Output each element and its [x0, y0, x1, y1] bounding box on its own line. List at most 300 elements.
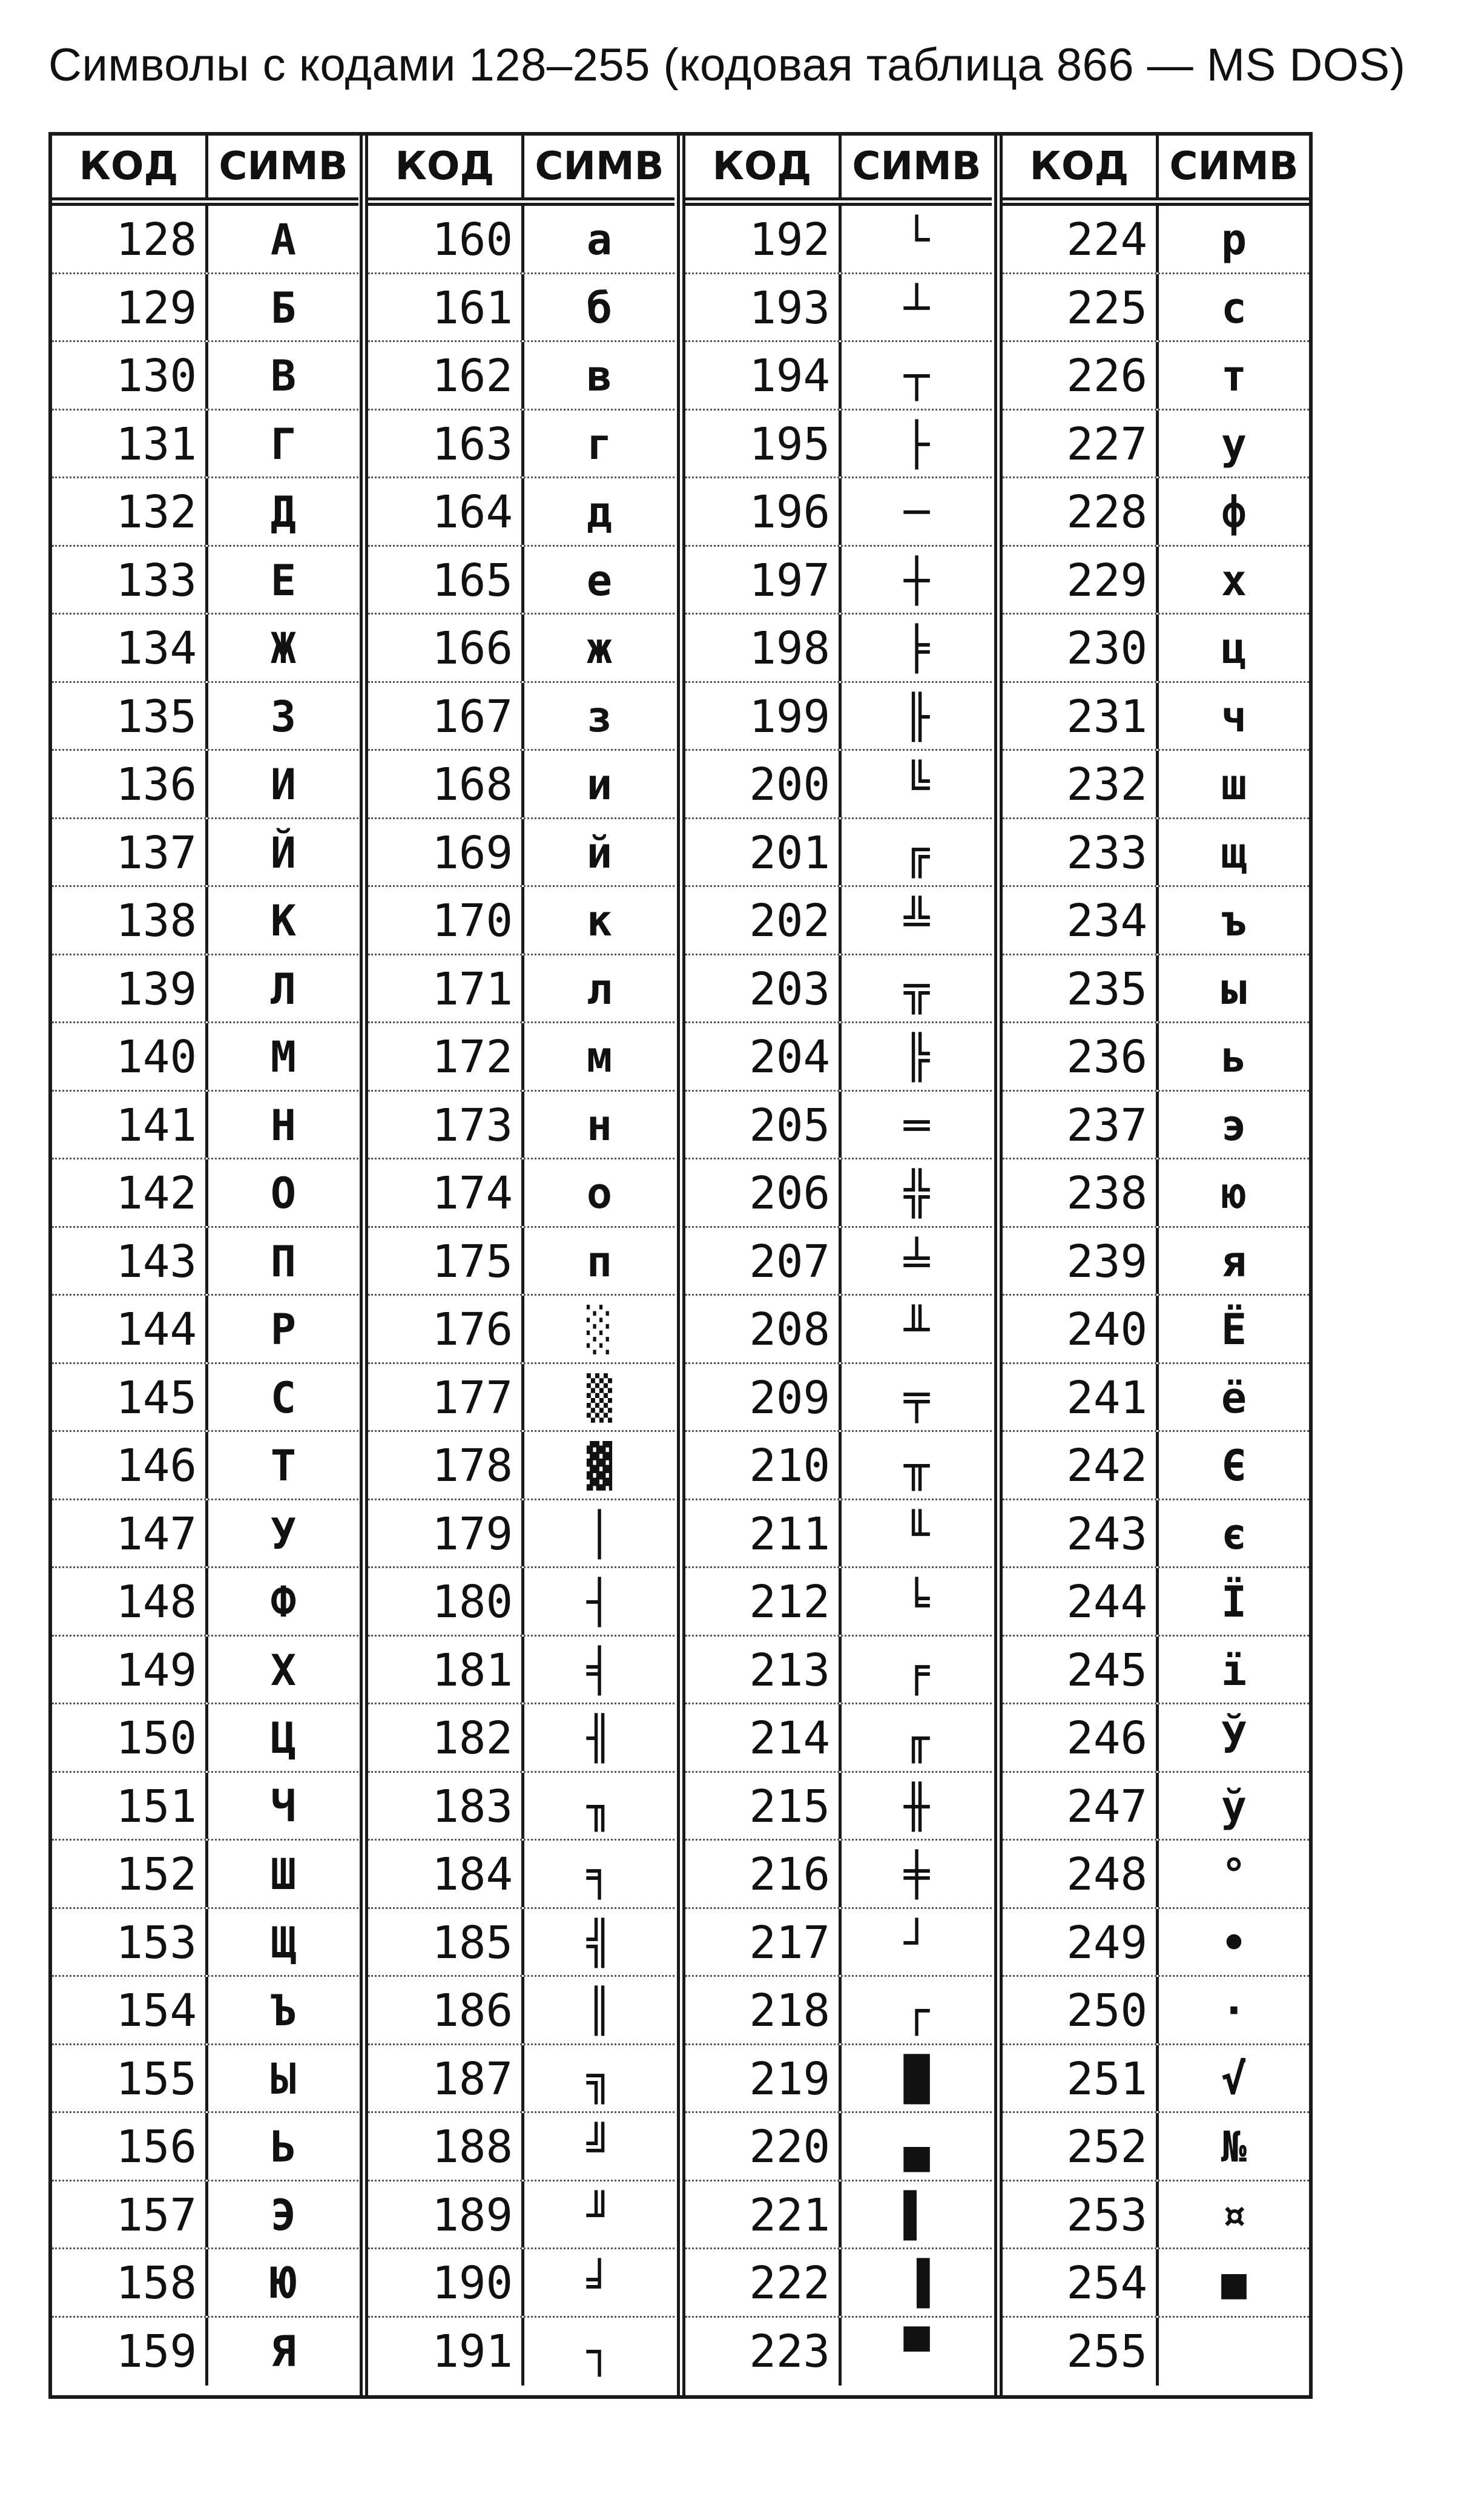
table-row: [52, 1159, 358, 1228]
symbol-value: С: [270, 1373, 297, 1423]
symbol-value: ╠: [903, 1032, 930, 1082]
symbol-value: ш: [1221, 760, 1247, 810]
code-value: 237: [1003, 1092, 1159, 1158]
header-symbol: СИМВ: [1169, 144, 1299, 189]
symbol-value: р: [1221, 215, 1247, 265]
code-value: 151: [52, 1773, 208, 1839]
table-row: [685, 2318, 992, 2386]
code-value: 220: [685, 2113, 842, 2180]
code-value: 136: [52, 751, 208, 817]
table-row: [685, 2249, 992, 2318]
table-row: [685, 955, 992, 1024]
table-row: [52, 1704, 358, 1773]
table-row: [1003, 1977, 1309, 2045]
symbol-value: И: [270, 760, 297, 810]
symbol-value: ╦: [903, 964, 930, 1014]
symbol-value: │: [586, 1509, 613, 1559]
code-value: 245: [1003, 1637, 1159, 1703]
table-row: [368, 2181, 674, 2250]
code-value: 176: [368, 1296, 524, 1362]
code-value: 194: [685, 342, 842, 409]
table-row: [368, 1568, 674, 1637]
code-value: 244: [1003, 1568, 1159, 1635]
code-value: 197: [685, 547, 842, 613]
symbol-value: г: [586, 419, 613, 469]
table-row: [368, 1023, 674, 1092]
header-symbol: СИМВ: [219, 144, 348, 189]
code-value: 208: [685, 1296, 842, 1362]
symbol-value: П: [270, 1236, 297, 1287]
table-row: [368, 1637, 674, 1705]
code-value: 146: [52, 1432, 208, 1499]
code-value: 251: [1003, 2045, 1159, 2112]
symbol-value: к: [586, 896, 613, 946]
header-code: КОД: [368, 136, 524, 197]
table-row: [685, 1500, 992, 1569]
table-row: [685, 615, 992, 683]
code-value: 193: [685, 274, 842, 341]
code-value: 188: [368, 2113, 524, 2180]
table-row: [52, 955, 358, 1024]
table-row: [1003, 2249, 1309, 2318]
code-value: 236: [1003, 1023, 1159, 1090]
table-row: [368, 683, 674, 751]
table-row: [1003, 478, 1309, 547]
symbol-value: ┴: [903, 283, 930, 333]
table-row: [1003, 683, 1309, 751]
code-value: 216: [685, 1841, 842, 1907]
code-value: 191: [368, 2318, 524, 2386]
symbol-value: и: [586, 760, 613, 810]
code-value: 202: [685, 887, 842, 954]
table-row: [1003, 1637, 1309, 1705]
header-code: КОД: [685, 136, 842, 197]
code-value: 203: [685, 955, 842, 1022]
code-value: 153: [52, 1909, 208, 1976]
symbol-value: √: [1221, 2054, 1247, 2104]
table-row: [52, 819, 358, 888]
code-table: [48, 132, 1313, 2399]
code-value: 181: [368, 1637, 524, 1703]
symbol-value: є: [1221, 1509, 1247, 1559]
table-row: [685, 1092, 992, 1160]
code-value: 175: [368, 1228, 524, 1294]
table-header-row: [685, 136, 992, 206]
code-value: 141: [52, 1092, 208, 1158]
table-row: [368, 206, 674, 274]
symbol-value: ╢: [586, 1713, 613, 1763]
code-value: 152: [52, 1841, 208, 1907]
code-value: 159: [52, 2318, 208, 2386]
table-row: [1003, 547, 1309, 615]
code-value: 167: [368, 683, 524, 750]
symbol-value: л: [586, 964, 613, 1014]
code-value: 221: [685, 2181, 842, 2248]
code-value: 212: [685, 1568, 842, 1635]
table-row: [1003, 1092, 1309, 1160]
table-row: [52, 1909, 358, 1977]
table-row: [1003, 1704, 1309, 1773]
code-value: 183: [368, 1773, 524, 1839]
table-row: [368, 1704, 674, 1773]
code-value: 147: [52, 1500, 208, 1567]
code-value: 130: [52, 342, 208, 409]
symbol-value: ╕: [586, 1850, 613, 1899]
code-value: 240: [1003, 1296, 1159, 1362]
table-row: [1003, 751, 1309, 819]
code-value: 243: [1003, 1500, 1159, 1567]
symbol-value: Б: [270, 283, 297, 333]
table-row: [368, 2113, 674, 2181]
code-value: 171: [368, 955, 524, 1022]
code-value: 226: [1003, 342, 1159, 409]
table-row: [52, 206, 358, 274]
code-value: 128: [52, 206, 208, 272]
table-row: [1003, 206, 1309, 274]
symbol-value: М: [270, 1032, 297, 1082]
symbol-value: ├: [903, 419, 930, 469]
symbol-value: ╜: [586, 2190, 613, 2240]
symbol-value: О: [270, 1169, 297, 1218]
table-row: [685, 1637, 992, 1705]
table-row: [1003, 1841, 1309, 1909]
symbol-value: ┬: [903, 351, 930, 401]
symbol-value: ·: [1221, 1986, 1247, 2036]
table-row: [1003, 1432, 1309, 1500]
symbol-value: ─: [903, 487, 930, 537]
symbol-value: У: [270, 1509, 297, 1559]
symbol-value: Щ: [270, 1917, 297, 1968]
symbol-value: ь: [1221, 1032, 1247, 1082]
table-row: [52, 547, 358, 615]
table-row: [685, 1841, 992, 1909]
code-value: 213: [685, 1637, 842, 1703]
symbol-value: Ю: [270, 2258, 297, 2308]
table-row: [368, 547, 674, 615]
code-value: 148: [52, 1568, 208, 1635]
code-value: 163: [368, 411, 524, 477]
symbol-value: с: [1221, 283, 1247, 333]
symbol-value: ▌: [903, 2190, 930, 2240]
symbol-value: в: [586, 351, 613, 401]
table-row: [368, 411, 674, 479]
symbol-value: ╡: [586, 1645, 613, 1695]
code-value: 214: [685, 1704, 842, 1771]
symbol-value: ■: [1221, 2258, 1247, 2308]
symbol-value: ю: [1221, 1169, 1247, 1218]
header-symbol: СИМВ: [535, 144, 664, 189]
code-value: 255: [1003, 2318, 1159, 2386]
code-value: 173: [368, 1092, 524, 1158]
code-value: 223: [685, 2318, 842, 2386]
table-row: [52, 1977, 358, 2045]
code-value: 166: [368, 615, 524, 681]
symbol-value: н: [586, 1100, 613, 1150]
code-value: 200: [685, 751, 842, 817]
table-header-row: [1003, 136, 1309, 206]
code-value: 178: [368, 1432, 524, 1499]
code-value: 129: [52, 274, 208, 341]
table-row: [1003, 274, 1309, 343]
table-row: [1003, 1296, 1309, 1364]
table-row: [52, 887, 358, 955]
table-row: [368, 1977, 674, 2045]
code-value: 182: [368, 1704, 524, 1771]
code-value: 241: [1003, 1364, 1159, 1431]
table-row: [52, 1773, 358, 1841]
code-value: 239: [1003, 1228, 1159, 1294]
symbol-value: ц: [1221, 624, 1247, 673]
code-value: 165: [368, 547, 524, 613]
table-row: [52, 1568, 358, 1637]
table-row: [368, 2318, 674, 2386]
code-value: 131: [52, 411, 208, 477]
code-value: 172: [368, 1023, 524, 1090]
symbol-value: ╗: [586, 2054, 613, 2104]
table-row: [685, 1364, 992, 1433]
symbol-value: Л: [270, 964, 297, 1014]
code-value: 144: [52, 1296, 208, 1362]
symbol-value: ¤: [1221, 2190, 1247, 2240]
symbol-value: Я: [270, 2326, 297, 2376]
symbol-value: ╣: [586, 1917, 613, 1968]
symbol-value: ╪: [903, 1850, 930, 1899]
table-row: [52, 1296, 358, 1364]
table-row: [368, 478, 674, 547]
code-value: 155: [52, 2045, 208, 2112]
code-value: 233: [1003, 819, 1159, 886]
table-column-group: [52, 136, 358, 2395]
symbol-value: х: [1221, 555, 1247, 605]
table-row: [685, 1296, 992, 1364]
header-code: КОД: [1003, 136, 1159, 197]
code-value: 210: [685, 1432, 842, 1499]
table-row: [368, 955, 674, 1024]
code-value: 228: [1003, 478, 1159, 545]
table-column-group: [994, 136, 1309, 2395]
symbol-value: т: [1221, 351, 1247, 401]
table-row: [1003, 2181, 1309, 2250]
symbol-value: б: [586, 283, 613, 333]
table-row: [685, 683, 992, 751]
code-value: 162: [368, 342, 524, 409]
code-value: 174: [368, 1159, 524, 1226]
symbol-value: ф: [1221, 487, 1247, 537]
code-value: 253: [1003, 2181, 1159, 2248]
code-value: 204: [685, 1023, 842, 1090]
symbol-value: ╒: [903, 1645, 930, 1695]
code-value: 134: [52, 615, 208, 681]
table-row: [52, 274, 358, 343]
table-row: [685, 478, 992, 547]
symbol-value: ж: [586, 624, 613, 673]
table-row: [368, 1500, 674, 1569]
table-row: [685, 819, 992, 888]
code-value: 227: [1003, 411, 1159, 477]
code-value: 207: [685, 1228, 842, 1294]
table-row: [52, 1228, 358, 1296]
table-row: [368, 819, 674, 888]
symbol-value: ё: [1221, 1373, 1247, 1423]
code-value: 248: [1003, 1841, 1159, 1907]
table-row: [685, 342, 992, 411]
table-row: [368, 1228, 674, 1296]
symbol-value: └: [903, 215, 930, 265]
table-row: [685, 1773, 992, 1841]
symbol-value: ╩: [903, 896, 930, 946]
symbol-value: Т: [270, 1441, 297, 1491]
symbol-value: м: [586, 1032, 613, 1082]
code-value: 254: [1003, 2249, 1159, 2316]
table-row: [685, 274, 992, 343]
table-row: [1003, 1023, 1309, 1092]
symbol-value: ▀: [903, 2326, 930, 2376]
symbol-value: Н: [270, 1100, 297, 1150]
table-row: [368, 751, 674, 819]
table-row: [1003, 887, 1309, 955]
symbol-value: ╓: [903, 1713, 930, 1763]
symbol-value: ╚: [903, 760, 930, 810]
code-value: 217: [685, 1909, 842, 1976]
code-value: 247: [1003, 1773, 1159, 1839]
table-row: [52, 2045, 358, 2114]
table-row: [1003, 2045, 1309, 2114]
symbol-value: Ў: [1221, 1713, 1247, 1763]
table-row: [685, 411, 992, 479]
table-row: [1003, 1568, 1309, 1637]
symbol-value: Д: [270, 487, 297, 537]
table-row: [685, 2113, 992, 2181]
table-row: [52, 683, 358, 751]
table-row: [685, 1432, 992, 1500]
table-row: [685, 2045, 992, 2114]
code-value: 250: [1003, 1977, 1159, 2043]
code-value: 145: [52, 1364, 208, 1431]
symbol-value: з: [586, 691, 613, 742]
symbol-value: ┐: [586, 2326, 613, 2376]
code-value: 139: [52, 955, 208, 1022]
table-row: [52, 1364, 358, 1433]
symbol-value: ╘: [903, 1577, 930, 1627]
table-row: [1003, 2113, 1309, 2181]
symbol-value: ┘: [903, 1917, 930, 1968]
table-row: [685, 1023, 992, 1092]
symbol-value: ░: [586, 1305, 613, 1354]
table-row: [368, 2045, 674, 2114]
table-row: [368, 342, 674, 411]
code-value: 156: [52, 2113, 208, 2180]
table-row: [52, 1500, 358, 1569]
table-row: [52, 478, 358, 547]
code-value: 192: [685, 206, 842, 272]
symbol-value: Є: [1221, 1441, 1247, 1491]
table-row: [52, 411, 358, 479]
code-value: 138: [52, 887, 208, 954]
symbol-value: ╙: [903, 1509, 930, 1559]
table-row: [1003, 1228, 1309, 1296]
code-value: 224: [1003, 206, 1159, 272]
code-value: 186: [368, 1977, 524, 2043]
symbol-value: о: [586, 1169, 613, 1218]
code-value: 140: [52, 1023, 208, 1090]
code-value: 225: [1003, 274, 1159, 341]
code-value: 154: [52, 1977, 208, 2043]
code-value: 170: [368, 887, 524, 954]
symbol-value: ╨: [903, 1305, 930, 1354]
table-row: [685, 206, 992, 274]
symbol-value: ▐: [903, 2258, 930, 2308]
symbol-value: Х: [270, 1645, 297, 1695]
symbol-value: ┌: [903, 1986, 930, 2036]
symbol-value: ╖: [586, 1781, 613, 1832]
code-value: 137: [52, 819, 208, 886]
code-value: 180: [368, 1568, 524, 1635]
table-row: [368, 1092, 674, 1160]
symbol-value: Й: [270, 828, 297, 878]
table-row: [52, 1432, 358, 1500]
table-row: [368, 1773, 674, 1841]
symbol-value: п: [586, 1236, 613, 1287]
table-row: [52, 1637, 358, 1705]
table-row: [368, 1432, 674, 1500]
table-row: [52, 1092, 358, 1160]
code-value: 206: [685, 1159, 842, 1226]
code-value: 215: [685, 1773, 842, 1839]
code-value: 185: [368, 1909, 524, 1976]
code-value: 222: [685, 2249, 842, 2316]
code-value: 229: [1003, 547, 1159, 613]
table-row: [368, 887, 674, 955]
symbol-value: ў: [1221, 1781, 1247, 1832]
symbol-value: е: [586, 555, 613, 605]
symbol-value: ┤: [586, 1577, 613, 1627]
code-value: 142: [52, 1159, 208, 1226]
page-title: Символы с кодами 128–255 (кодовая таблица 866 — MS DOS): [48, 39, 1406, 91]
table-row: [685, 1568, 992, 1637]
table-row: [368, 274, 674, 343]
code-value: 242: [1003, 1432, 1159, 1499]
symbol-value: В: [270, 351, 297, 401]
symbol-value: Е: [270, 555, 297, 605]
code-value: 133: [52, 547, 208, 613]
header-symbol: СИМВ: [852, 144, 981, 189]
code-value: 135: [52, 683, 208, 750]
table-row: [685, 1159, 992, 1228]
symbol-value: э: [1221, 1100, 1247, 1150]
symbol-value: Ы: [270, 2054, 297, 2104]
code-value: 232: [1003, 751, 1159, 817]
table-row: [1003, 1773, 1309, 1841]
table-header-row: [368, 136, 674, 206]
code-value: 201: [685, 819, 842, 886]
table-row: [1003, 1500, 1309, 1569]
symbol-value: З: [270, 691, 297, 742]
code-value: 219: [685, 2045, 842, 2112]
table-row: [368, 1364, 674, 1433]
code-value: 246: [1003, 1704, 1159, 1771]
code-value: 252: [1003, 2113, 1159, 2180]
table-row: [1003, 1909, 1309, 1977]
symbol-value: Ч: [270, 1781, 297, 1832]
code-value: 196: [685, 478, 842, 545]
code-value: 149: [52, 1637, 208, 1703]
symbol-value: Ф: [270, 1577, 297, 1627]
code-value: 168: [368, 751, 524, 817]
symbol-value: ╞: [903, 624, 930, 673]
symbol-value: Ї: [1221, 1577, 1247, 1627]
table-row: [52, 1841, 358, 1909]
table-row: [685, 2181, 992, 2250]
